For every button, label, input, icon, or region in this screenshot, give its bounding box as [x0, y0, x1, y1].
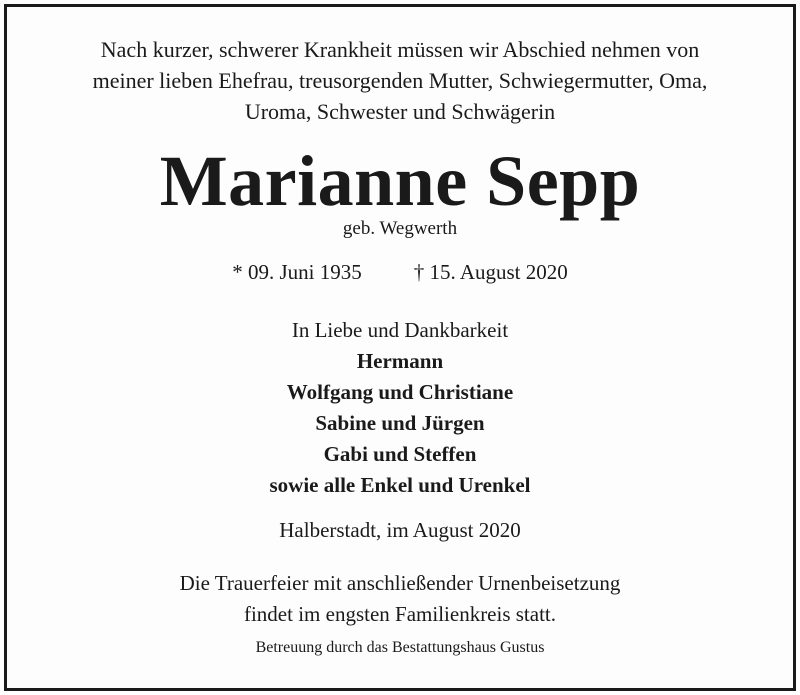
birth-name: geb. Wegwerth [342, 218, 458, 239]
funeral-line-2: findet im engsten Familienkreis statt. [243, 602, 557, 626]
mourner-name: sowie alle Enkel und Urenkel [269, 473, 531, 497]
intro-line-2: meiner lieben Ehefrau, treusorgenden Mutter, Schwiegermutter, Oma, [92, 68, 708, 93]
death-date: † 15. August 2020 [413, 260, 568, 284]
mourner-name: Hermann [356, 349, 444, 373]
undertaker-note: Betreuung durch das Bestattungshaus Gustus [255, 639, 545, 656]
mourner-name: Gabi und Steffen [323, 442, 477, 466]
intro-line-3: Uroma, Schwester und Schwägerin [244, 99, 556, 124]
intro-line-1: Nach kurzer, schwerer Krankheit müssen wir Abschied nehmen von [100, 37, 700, 62]
life-dates [7, 258, 793, 286]
funeral-line-1: Die Trauerfeier mit anschließender Urnenbeisetzung [179, 571, 621, 595]
obituary-frame [4, 4, 796, 691]
deceased-name: Marianne Sepp [159, 141, 641, 221]
birth-date: * 09. Juni 1935 [232, 260, 362, 284]
mourners-intro: In Liebe und Dankbarkeit [291, 318, 509, 342]
place-date: Halberstadt, im August 2020 [279, 518, 521, 542]
mourner-name: Wolfgang und Christiane [286, 380, 514, 404]
mourner-name: Sabine und Jürgen [315, 411, 485, 435]
